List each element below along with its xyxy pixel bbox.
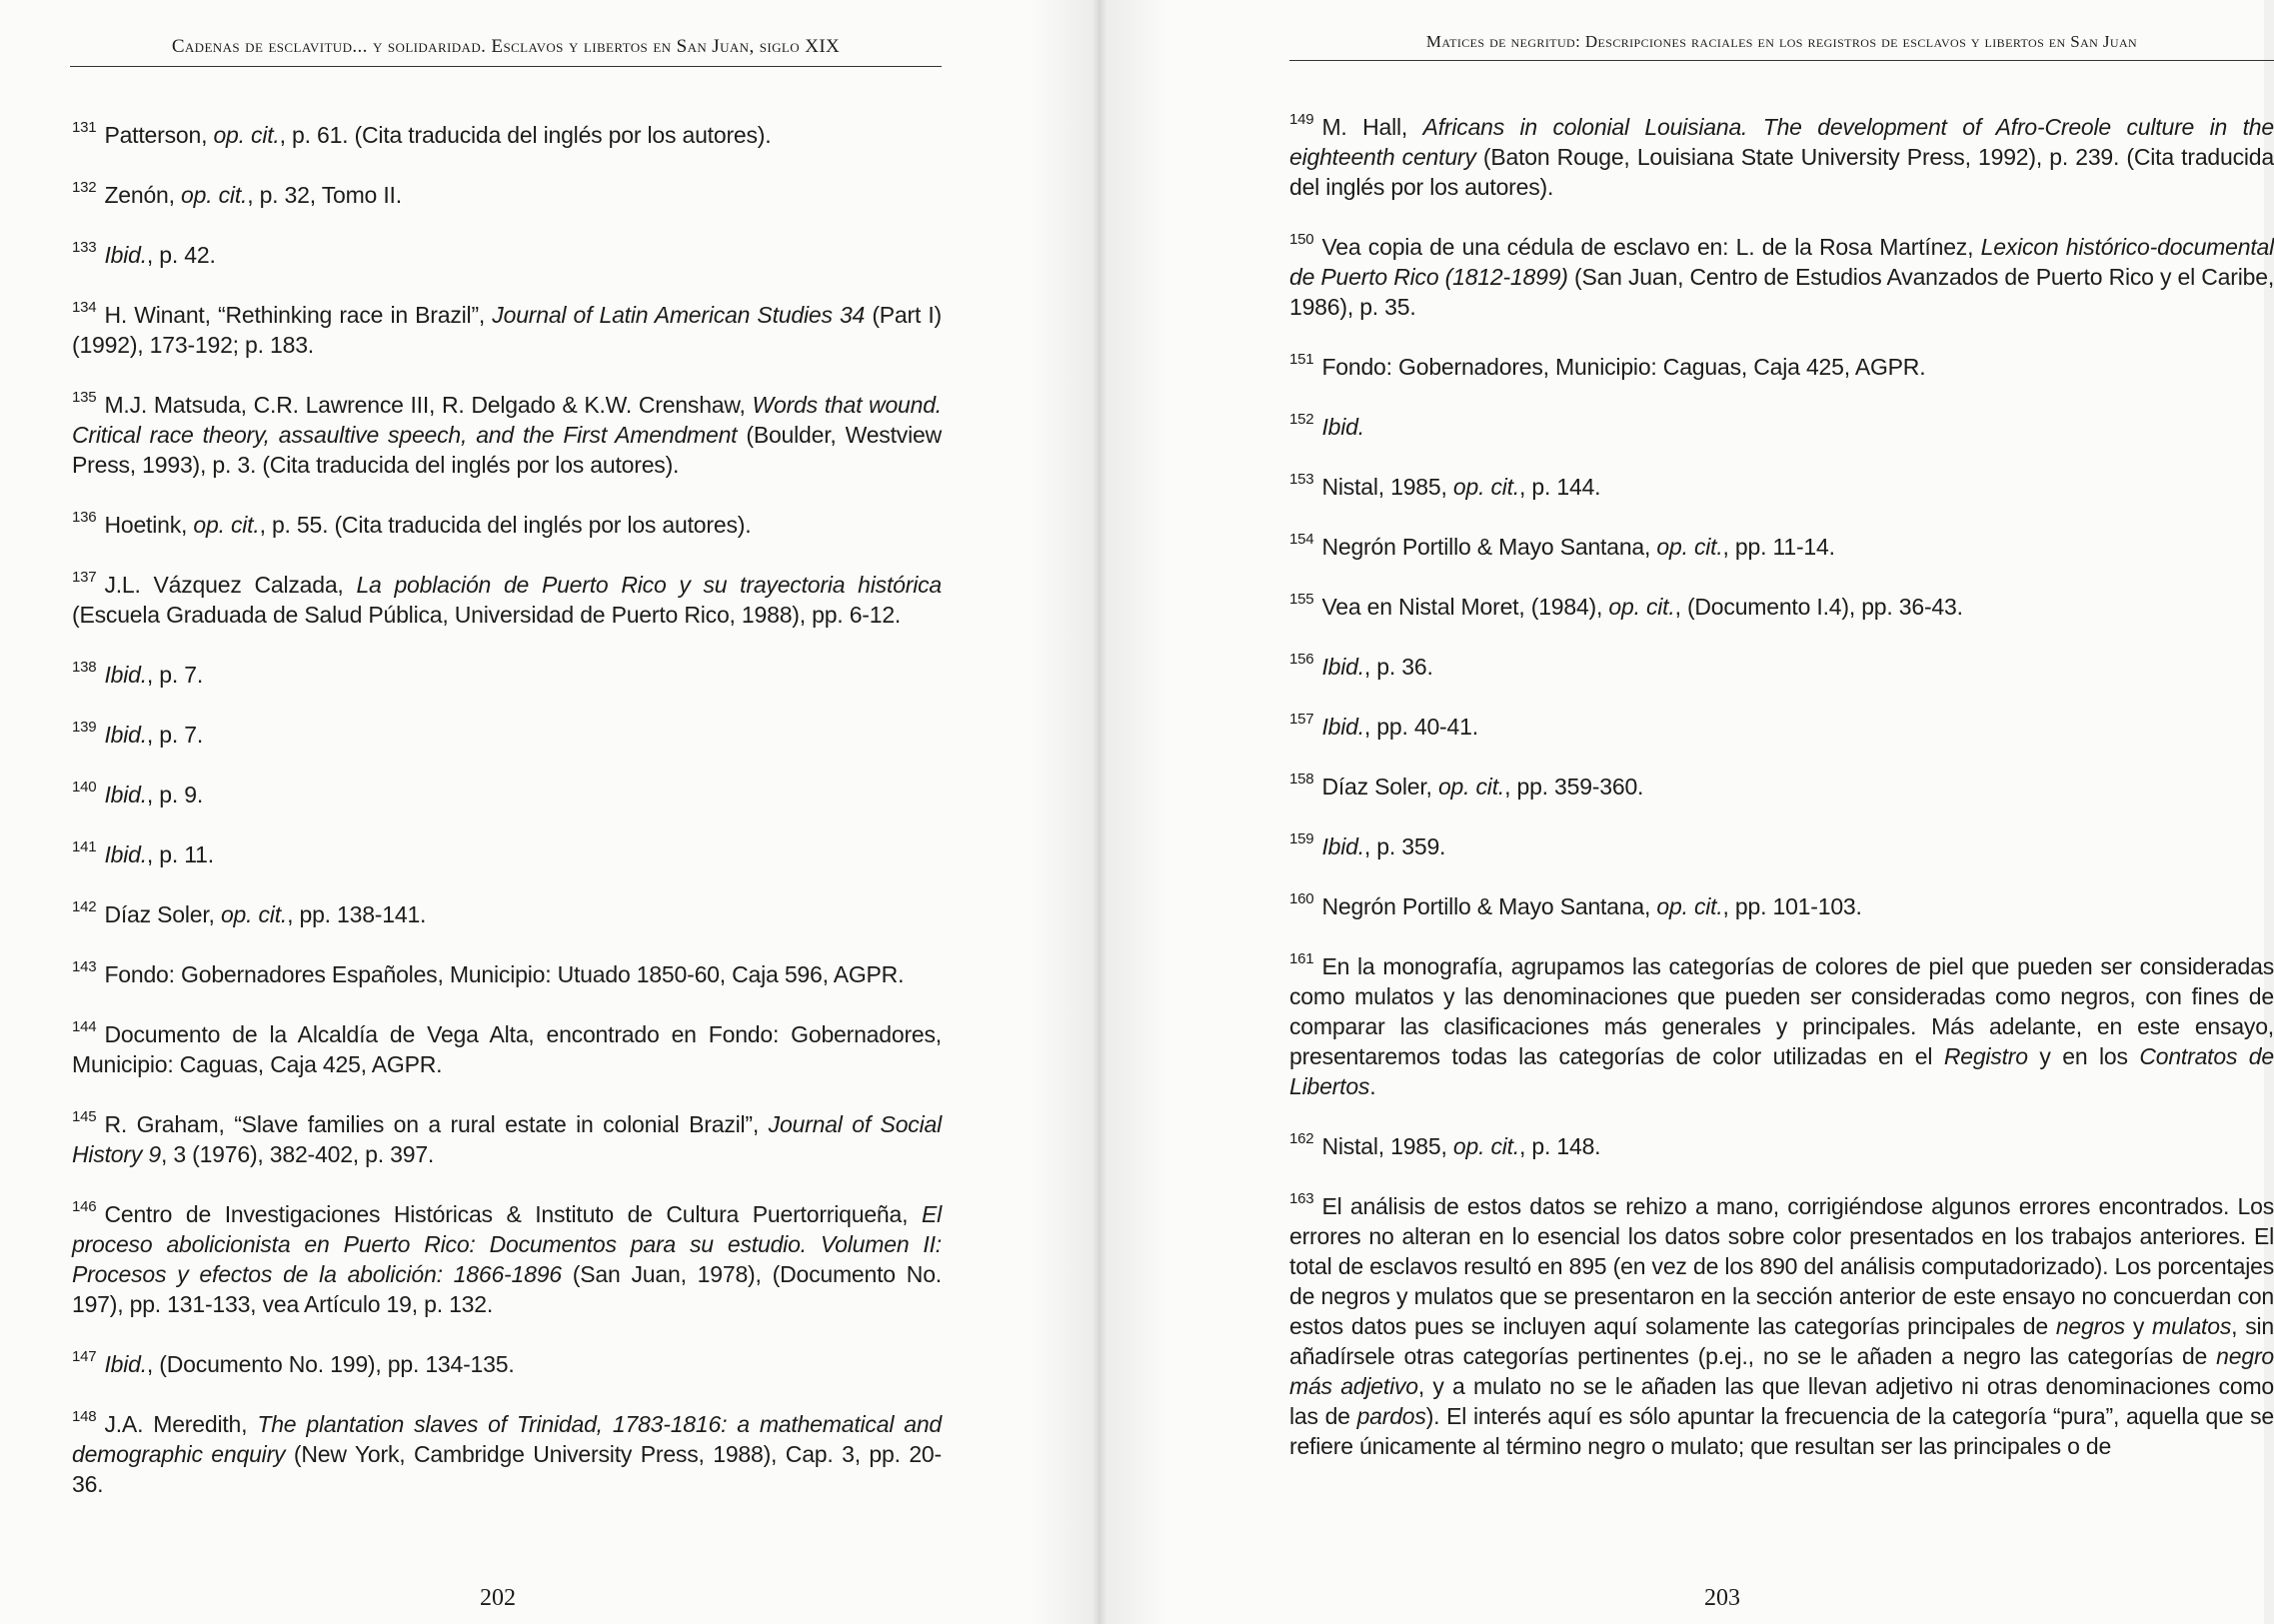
- footnote-italic-text: op. cit.: [193, 512, 260, 538]
- footnote-142: [72, 899, 942, 929]
- footnote-149: [1289, 112, 2274, 202]
- footnote-141: [72, 839, 942, 869]
- footnote-text: Negrón Portillo & Mayo Santana,: [1321, 893, 1657, 919]
- footnote-number: 157: [1289, 711, 1314, 729]
- footnote-number: 156: [1289, 651, 1314, 669]
- footnote-157: [1289, 712, 2274, 742]
- left-page-number: 202: [480, 1585, 516, 1611]
- footnote-number: 150: [1289, 231, 1314, 249]
- footnote-147: [72, 1349, 942, 1379]
- footnote-text: , p. 148.: [1519, 1133, 1601, 1159]
- footnote-text: , p. 144.: [1519, 474, 1601, 500]
- footnote-text: , p. 9.: [146, 782, 204, 808]
- footnote-text: , pp. 40-41.: [1363, 714, 1478, 740]
- footnote-131: [72, 120, 942, 150]
- footnote-text: M. Hall,: [1321, 114, 1423, 140]
- footnote-text: Díaz Soler,: [1321, 774, 1438, 800]
- footnote-148: [72, 1409, 942, 1499]
- footnote-text: H. Winant, “Rethinking race in Brazil”,: [104, 302, 493, 328]
- footnote-139: [72, 720, 942, 750]
- footnote-number: 143: [72, 958, 97, 976]
- footnote-text: Vea en Nistal Moret, (1984),: [1321, 594, 1609, 620]
- footnote-number: 132: [72, 179, 97, 197]
- footnote-text: , p. 32, Tomo II.: [247, 182, 402, 208]
- footnote-italic-text: Africans in colonial Louisiana. The development of Afro-Creole culture in the eighteenth century: [1289, 114, 2274, 170]
- footnote-number: 144: [72, 1018, 97, 1036]
- footnote-150: [1289, 232, 2274, 322]
- footnote-number: 148: [72, 1408, 97, 1426]
- footnote-italic-text: op. cit.: [220, 901, 288, 927]
- footnote-145: [72, 1109, 942, 1169]
- footnote-161: [1289, 951, 2274, 1101]
- footnote-number: 134: [72, 299, 97, 317]
- footnote-text: , sin añadírsele otras categorías pertinentes (p.ej., no se le añaden a negro las categorías de: [1289, 1313, 2274, 1369]
- footnote-text: Centro de Investigaciones Históricas & Instituto de Cultura Puertorriqueña,: [104, 1201, 922, 1227]
- footnote-152: [1289, 412, 2274, 442]
- footnote-text: (Boulder, Westview Press, 1993), p. 3. (Cita traducida del inglés por los autores).: [72, 422, 942, 478]
- footnote-italic-text: Registro: [1943, 1043, 2028, 1069]
- footnote-italic-text: mulatos: [2152, 1313, 2232, 1339]
- left-footnotes: [72, 120, 942, 1529]
- footnote-text: Fondo: Gobernadores, Municipio: Caguas, Caja 425, AGPR.: [1321, 354, 1926, 380]
- footnote-italic-text: Ibid.: [104, 662, 147, 688]
- footnote-italic-text: op. cit.: [1608, 594, 1675, 620]
- footnote-number: 137: [72, 569, 97, 587]
- footnote-italic-text: Contratos de Libertos: [1289, 1043, 2274, 1099]
- footnote-italic-text: El proceso abolicionista en Puerto Rico: Documentos para su estudio. Volumen II: Procesos y efectos de la abolición: 1866-1896: [72, 1201, 942, 1287]
- footnote-italic-text: op. cit.: [1452, 474, 1520, 500]
- footnote-text: Documento de la Alcaldía de Vega Alta, encontrado en Fondo: Gobernadores, Municipio: Caguas, Caja 425, AGPR.: [72, 1021, 942, 1077]
- footnote-text: , pp. 359-360.: [1504, 774, 1644, 800]
- footnote-number: 141: [72, 838, 97, 856]
- footnote-number: 147: [72, 1348, 97, 1366]
- footnote-italic-text: Words that wound. Critical race theory, assaultive speech, and the First Amendment: [72, 392, 942, 448]
- footnote-italic-text: Ibid.: [104, 841, 147, 867]
- footnote-number: 139: [72, 719, 97, 737]
- right-page-number: 203: [1704, 1585, 1740, 1611]
- footnote-text: , p. 7.: [146, 722, 204, 748]
- footnote-text: Vea copia de una cédula de esclavo en: L. de la Rosa Martínez,: [1321, 234, 1981, 260]
- footnote-italic-text: Ibid.: [1321, 714, 1364, 740]
- footnote-136: [72, 510, 942, 540]
- footnote-text: (San Juan, Centro de Estudios Avanzados de Puerto Rico y el Caribe, 1986), p. 35.: [1289, 264, 2274, 320]
- footnote-number: 133: [72, 239, 97, 257]
- footnote-number: 153: [1289, 471, 1314, 489]
- footnote-163: [1289, 1191, 2274, 1461]
- footnote-162: [1289, 1131, 2274, 1161]
- footnote-italic-text: op. cit.: [213, 122, 280, 148]
- footnote-number: 160: [1289, 890, 1314, 908]
- footnote-italic-text: Journal of Latin American Studies 34: [492, 302, 866, 328]
- footnote-text: , p. 42.: [146, 242, 216, 268]
- left-running-head: Cadenas de esclavitud... y solidaridad. Esclavos y libertos en San Juan, siglo XIX: [70, 36, 942, 67]
- footnote-number: 161: [1289, 950, 1314, 968]
- footnote-italic-text: Ibid.: [1321, 654, 1364, 680]
- footnote-text: , pp. 138-141.: [287, 901, 427, 927]
- footnote-number: 140: [72, 779, 97, 797]
- right-running-head: Matices de negritud: Descripciones raciales en los registros de esclavos y libertos en San Juan: [1289, 32, 2274, 61]
- left-page: [0, 0, 1100, 1624]
- footnote-text: Patterson,: [104, 122, 214, 148]
- footnote-italic-text: op. cit.: [1656, 893, 1723, 919]
- footnote-number: 146: [72, 1198, 97, 1216]
- footnote-text: , (Documento No. 199), pp. 134-135.: [146, 1351, 515, 1377]
- footnote-number: 145: [72, 1108, 97, 1126]
- footnote-text: , p. 61. (Cita traducida del inglés por los autores).: [279, 122, 772, 148]
- footnote-154: [1289, 532, 2274, 562]
- footnote-text: (New York, Cambridge University Press, 1988), Cap. 3, pp. 20-36.: [72, 1441, 942, 1497]
- footnote-number: 159: [1289, 830, 1314, 848]
- footnote-153: [1289, 472, 2274, 502]
- footnote-italic-text: op. cit.: [181, 182, 248, 208]
- footnote-135: [72, 390, 942, 480]
- footnote-text: J.L. Vázquez Calzada,: [104, 572, 357, 598]
- footnote-137: [72, 570, 942, 630]
- footnote-italic-text: Lexicon histórico-documental de Puerto Rico (1812-1899): [1289, 234, 2274, 290]
- footnote-number: 135: [72, 389, 97, 407]
- footnote-text: Nistal, 1985,: [1321, 474, 1453, 500]
- footnote-number: 152: [1289, 411, 1314, 429]
- footnote-text: , pp. 11-14.: [1722, 534, 1835, 560]
- footnote-number: 155: [1289, 591, 1314, 609]
- footnote-number: 136: [72, 509, 97, 527]
- footnote-text: El análisis de estos datos se rehizo a mano, corrigiéndose algunos errores encontrados. Los errores no alteran en lo esencial los datos sobre color presentados en los trabajos anteriores. El total de esclavos resultó en 895 (en vez de los 890 del análisis computadorizado). Los porcentajes de negros y mulatos que se presentaron en la sección anterior de este ensayo no concuerdan con estos datos pues se incluyen aquí solamente las categorías principales de: [1289, 1193, 2274, 1339]
- footnote-143: [72, 959, 942, 989]
- footnote-text: , y a mulato no se le añaden las que llevan adjetivo ni otras denominaciones como las de: [1289, 1373, 2274, 1429]
- footnote-text: Nistal, 1985,: [1321, 1133, 1453, 1159]
- footnote-number: 138: [72, 659, 97, 677]
- footnote-155: [1289, 592, 2274, 622]
- footnote-159: [1289, 831, 2274, 861]
- footnote-text: , p. 359.: [1363, 833, 1446, 859]
- footnote-number: 162: [1289, 1130, 1314, 1148]
- footnote-italic-text: Ibid.: [104, 782, 147, 808]
- footnote-text: (Part I) (1992), 173-192; p. 183.: [72, 302, 942, 358]
- footnote-number: 158: [1289, 771, 1314, 789]
- footnote-138: [72, 660, 942, 690]
- footnote-number: 131: [72, 119, 97, 137]
- footnote-text: En la monografía, agrupamos las categorías de colores de piel que pueden ser consideradas como mulatos y las denominaciones que pueden ser consideradas como negros, con fines de comparar las clasificaciones más generales y principales. Más adelante, en este ensayo, presentaremos todas las categorías de color utilizadas en el: [1289, 953, 2274, 1069]
- footnote-text: Díaz Soler,: [104, 901, 221, 927]
- footnote-italic-text: The plantation slaves of Trinidad, 1783-1816: a mathematical and demographic enquiry: [72, 1411, 942, 1467]
- footnote-italic-text: op. cit.: [1437, 774, 1505, 800]
- footnote-italic-text: Ibid.: [104, 242, 147, 268]
- footnote-italic-text: La población de Puerto Rico y su trayectoria histórica: [356, 572, 943, 598]
- footnote-italic-text: negros: [2055, 1313, 2125, 1339]
- footnote-text: , 3 (1976), 382-402, p. 397.: [160, 1141, 435, 1167]
- footnote-text: y en los: [2027, 1043, 2140, 1069]
- footnote-text: Zenón,: [104, 182, 182, 208]
- footnote-text: , p. 36.: [1363, 654, 1433, 680]
- footnote-italic-text: op. cit.: [1656, 534, 1723, 560]
- footnote-text: (Baton Rouge, Louisiana State University Press, 1992), p. 239. (Cita traducida del inglés por los autores).: [1289, 144, 2274, 200]
- footnote-number: 154: [1289, 531, 1314, 549]
- footnote-151: [1289, 352, 2274, 382]
- footnote-text: J.A. Meredith,: [104, 1411, 258, 1437]
- footnote-text: , (Documento I.4), pp. 36-43.: [1674, 594, 1963, 620]
- footnote-italic-text: Ibid.: [1321, 414, 1364, 440]
- footnote-text: , p. 7.: [146, 662, 204, 688]
- footnote-italic-text: op. cit.: [1452, 1133, 1520, 1159]
- footnote-text: , p. 55. (Cita traducida del inglés por los autores).: [259, 512, 752, 538]
- footnote-text: y: [2124, 1313, 2152, 1339]
- footnote-text: , p. 11.: [146, 841, 214, 867]
- footnote-number: 142: [72, 898, 97, 916]
- footnote-158: [1289, 772, 2274, 802]
- footnote-text: .: [1369, 1073, 1376, 1099]
- footnote-133: [72, 240, 942, 270]
- footnote-text: Hoetink,: [104, 512, 194, 538]
- footnote-number: 163: [1289, 1190, 1314, 1208]
- footnote-text: R. Graham, “Slave families on a rural estate in colonial Brazil”,: [104, 1111, 769, 1137]
- right-footnotes: [1289, 112, 2274, 1491]
- footnote-156: [1289, 652, 2274, 682]
- footnote-number: 149: [1289, 111, 1314, 129]
- footnote-italic-text: pardos: [1356, 1403, 1426, 1429]
- footnote-text: M.J. Matsuda, C.R. Lawrence III, R. Delgado & K.W. Crenshaw,: [104, 392, 753, 418]
- footnote-italic-text: negro más adjetivo: [1289, 1343, 2274, 1399]
- footnote-text: Negrón Portillo & Mayo Santana,: [1321, 534, 1657, 560]
- footnote-146: [72, 1199, 942, 1319]
- footnote-number: 151: [1289, 351, 1314, 369]
- footnote-132: [72, 180, 942, 210]
- footnote-text: ). El interés aquí es sólo apuntar la frecuencia de la categoría “pura”, aquella que se refiere únicamente al término negro o mulato; que resultan ser las principales o de: [1289, 1403, 2274, 1459]
- footnote-text: Fondo: Gobernadores Españoles, Municipio: Utuado 1850-60, Caja 596, AGPR.: [104, 961, 905, 987]
- footnote-text: , pp. 101-103.: [1722, 893, 1862, 919]
- footnote-italic-text: Journal of Social History 9: [72, 1111, 943, 1167]
- footnote-italic-text: Ibid.: [104, 722, 147, 748]
- footnote-text: (Escuela Graduada de Salud Pública, Universidad de Puerto Rico, 1988), pp. 6-12.: [72, 602, 902, 628]
- footnote-140: [72, 780, 942, 810]
- footnote-160: [1289, 891, 2274, 921]
- right-page: [1100, 0, 2274, 1624]
- footnote-134: [72, 300, 942, 360]
- footnote-144: [72, 1019, 942, 1079]
- footnote-italic-text: Ibid.: [1321, 833, 1364, 859]
- footnote-text: (San Juan, 1978), (Documento No. 197), pp. 131-133, vea Artículo 19, p. 132.: [72, 1261, 943, 1317]
- footnote-italic-text: Ibid.: [104, 1351, 147, 1377]
